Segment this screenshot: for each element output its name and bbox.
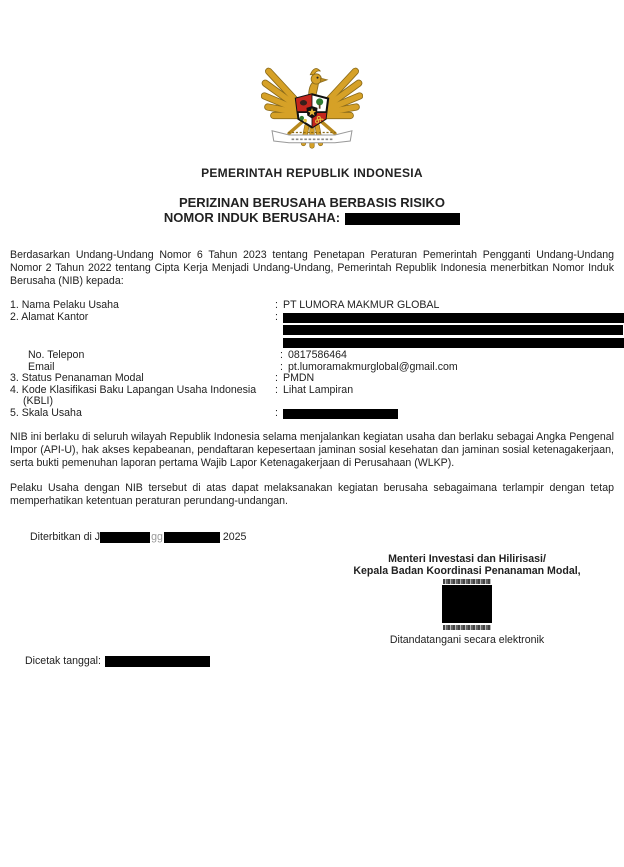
address-redaction-bar	[283, 325, 623, 335]
garuda-pancasila-icon	[261, 56, 363, 158]
nib-number-line	[0, 211, 624, 226]
signatory-title-line1: Menteri Investasi dan Hilirisasi/	[388, 553, 546, 565]
field-colon: :	[280, 349, 283, 362]
field-value-investment-status: PMDN	[283, 372, 315, 385]
field-value-company-name: PT LUMORA MAKMUR GLOBAL	[283, 299, 440, 311]
address-redaction-bar	[283, 313, 624, 323]
printed-date-redaction-bar	[105, 656, 210, 667]
nib-label: NOMOR INDUK BERUSAHA:	[163, 209, 341, 225]
field-label: 1. Nama Pelaku Usaha	[10, 299, 119, 311]
field-row-alamat-kantor	[10, 312, 614, 351]
field-label: 2. Alamat Kantor	[10, 310, 89, 323]
business-fields	[10, 300, 614, 420]
signature-qr-redaction-box	[442, 585, 492, 623]
field-row-skala-usaha	[10, 408, 614, 420]
field-label: Email	[28, 360, 55, 373]
field-colon: :	[275, 310, 278, 323]
issued-place-redaction-bar	[100, 532, 150, 543]
issued-prefix: Diterbitkan di J	[30, 531, 101, 543]
field-label: 3. Status Penanaman Modal	[10, 372, 144, 385]
validity-paragraph: NIB ini berlaku di seluruh wilayah Republik Indonesia selama menjalankan kegiatan usaha dan berlaku sebagai Angka Pengenal Impor (API-U), hak akses kepabeanan, pendaftaran kepesertaan jaminan sosial kesehatan dan jaminan sosial ketenagakerjaan, serta bukti pemenuhan laporan pertama Wajib Lapor Ketenagakerjaan di Perusahaan (WLKP).	[10, 431, 614, 469]
signatory-name-redacted-bottom	[443, 625, 491, 630]
printed-date-line	[25, 655, 210, 667]
field-colon: :	[275, 383, 278, 396]
field-value-kbli: Lihat Lampiran	[283, 383, 354, 396]
document-title: PERIZINAN BERUSAHA BERBASIS RISIKO	[178, 195, 446, 210]
field-colon: :	[275, 407, 278, 420]
field-row-kbli	[10, 385, 614, 408]
signature-block	[352, 553, 582, 646]
field-value-business-scale-redacted	[283, 408, 614, 420]
business-scale-redaction-bar	[283, 409, 398, 419]
document-title-block	[0, 196, 624, 225]
field-colon: :	[275, 299, 278, 311]
closing-paragraph: Pelaku Usaha dengan NIB tersebut di atas dapat melaksanakan kegiatan berusaha sebagaimana terlampir dengan tetap memperhatikan ketentuan peraturan perundang-undangan.	[10, 482, 614, 507]
field-label: No. Telepon	[28, 349, 85, 362]
field-row-nama-pelaku-usaha	[10, 300, 614, 312]
field-row-telepon	[10, 350, 614, 362]
printed-date-label: Dicetak tanggal:	[25, 655, 101, 667]
garuda-pancasila-emblem	[261, 56, 363, 158]
address-redaction-bar	[283, 338, 624, 348]
intro-paragraph: Berdasarkan Undang-Undang Nomor 6 Tahun 2023 tentang Penetapan Peraturan Pemerintah Pengganti Undang-Undang Nomor 2 Tahun 2022 tentang Cipta Kerja Menjadi Undang-Undang, Pemerintah Republik Indonesia menerbitkan Nomor Induk Berusaha (NIB) kepada:	[10, 249, 614, 287]
nib-number-redaction-bar	[345, 213, 460, 225]
field-label: 5. Skala Usaha	[10, 407, 82, 420]
field-label: 4. Kode Klasifikasi Baku Lapangan Usaha Indonesia (KBLI)	[10, 383, 257, 408]
field-colon: :	[280, 360, 283, 373]
government-name: PEMERINTAH REPUBLIK INDONESIA	[201, 166, 423, 180]
issued-line	[30, 531, 246, 543]
signatory-name-redacted-top	[443, 579, 491, 584]
field-value-email: pt.lumoramakmurglobal@gmail.com	[288, 360, 458, 373]
signatory-title-line2: Kepala Badan Koordinasi Penanaman Modal,	[353, 565, 581, 577]
issued-date-redaction-bar	[164, 532, 220, 543]
issued-visible-fragment: gg	[151, 531, 163, 543]
issued-year: 2025	[222, 531, 247, 543]
field-value-address-redacted	[283, 312, 624, 351]
field-colon: :	[275, 372, 278, 385]
field-value-phone: 0817586464	[288, 349, 347, 362]
electronic-signature-note: Ditandatangani secara elektronik	[389, 634, 545, 646]
